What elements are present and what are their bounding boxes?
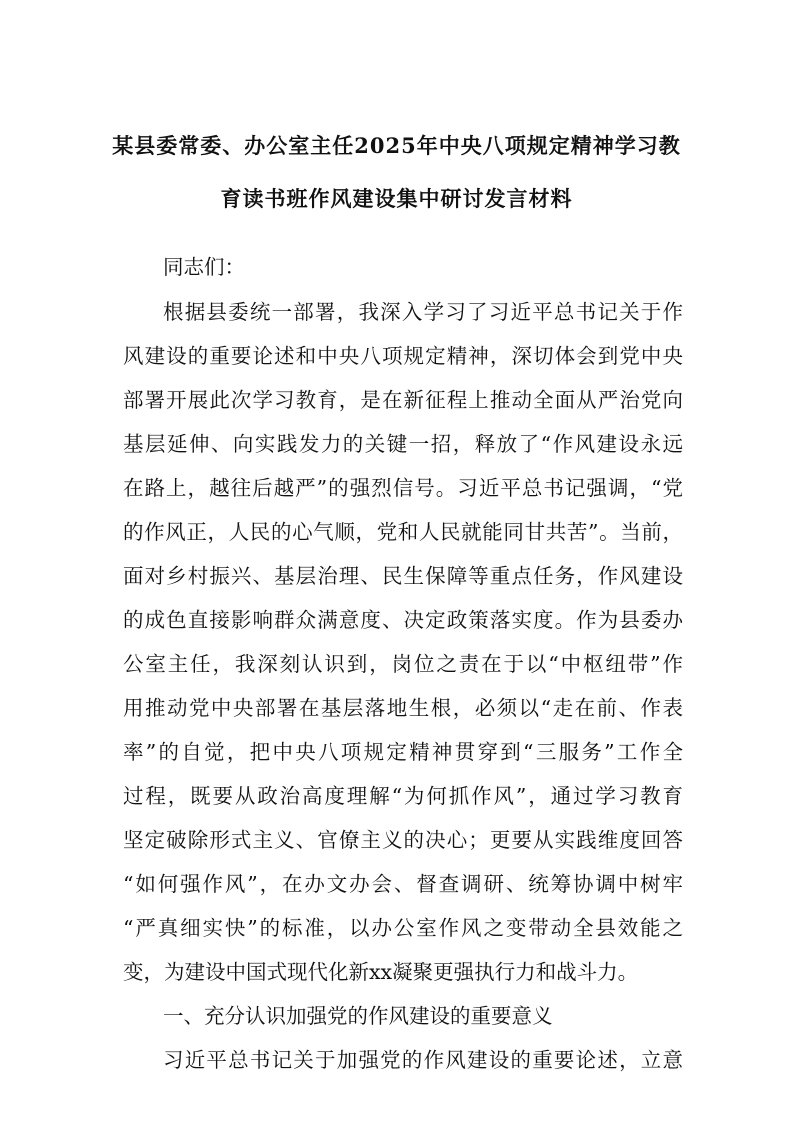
paragraph-line: 习近平总书记关于加强党的作风建设的重要论述，立意 <box>163 1048 683 1072</box>
document-title-line-2: 育读书班作风建设集中研讨发言材料 <box>220 186 573 211</box>
section-heading: 一、充分认识加强党的作风建设的重要意义 <box>163 1004 553 1028</box>
paragraph-line: 用推动党中央部署在基层落地生根，必须以“走在前、作表 <box>123 696 683 720</box>
paragraph-line: 率”的自觉，把中央八项规定精神贯穿到“三服务”工作全 <box>123 740 683 764</box>
paragraph-line: “如何强作风”，在办文办会、督查调研、统筹协调中树牢 <box>123 872 683 896</box>
paragraph-line: 过程，既要从政治高度理解“为何抓作风”，通过学习教育 <box>123 784 683 808</box>
paragraph-line: 面对乡村振兴、基层治理、民生保障等重点任务，作风建设 <box>123 564 683 588</box>
paragraph-line: 风建设的重要论述和中央八项规定精神，深切体会到党中央 <box>123 344 683 368</box>
document-title-line-1: 某县委常委、办公室主任2025年中央八项规定精神学习教 <box>112 133 681 158</box>
paragraph-line: 部署开展此次学习教育，是在新征程上推动全面从严治党向 <box>123 388 683 412</box>
paragraph-line: 基层延伸、向实践发力的关键一招，释放了“作风建设永远 <box>123 432 683 456</box>
paragraph-line: 的成色直接影响群众满意度、决定政策落实度。作为县委办 <box>123 608 683 632</box>
paragraph-line: 在路上，越往后越严”的强烈信号。习近平总书记强调，“党 <box>123 476 683 500</box>
paragraph-line: 坚定破除形式主义、官僚主义的决心；更要从实践维度回答 <box>123 828 683 852</box>
paragraph-line: 的作风正，人民的心气顺，党和人民就能同甘共苦”。当前， <box>123 520 683 544</box>
paragraph-line: 变，为建设中国式现代化新xx凝聚更强执行力和战斗力。 <box>123 960 639 984</box>
paragraph-line: 根据县委统一部署，我深入学习了习近平总书记关于作 <box>163 300 683 324</box>
salutation: 同志们： <box>163 255 245 279</box>
paragraph-line: “严真细实快”的标准，以办公室作风之变带动全县效能之 <box>123 916 683 940</box>
paragraph-line: 公室主任，我深刻认识到，岗位之责在于以“中枢纽带”作 <box>123 652 683 676</box>
